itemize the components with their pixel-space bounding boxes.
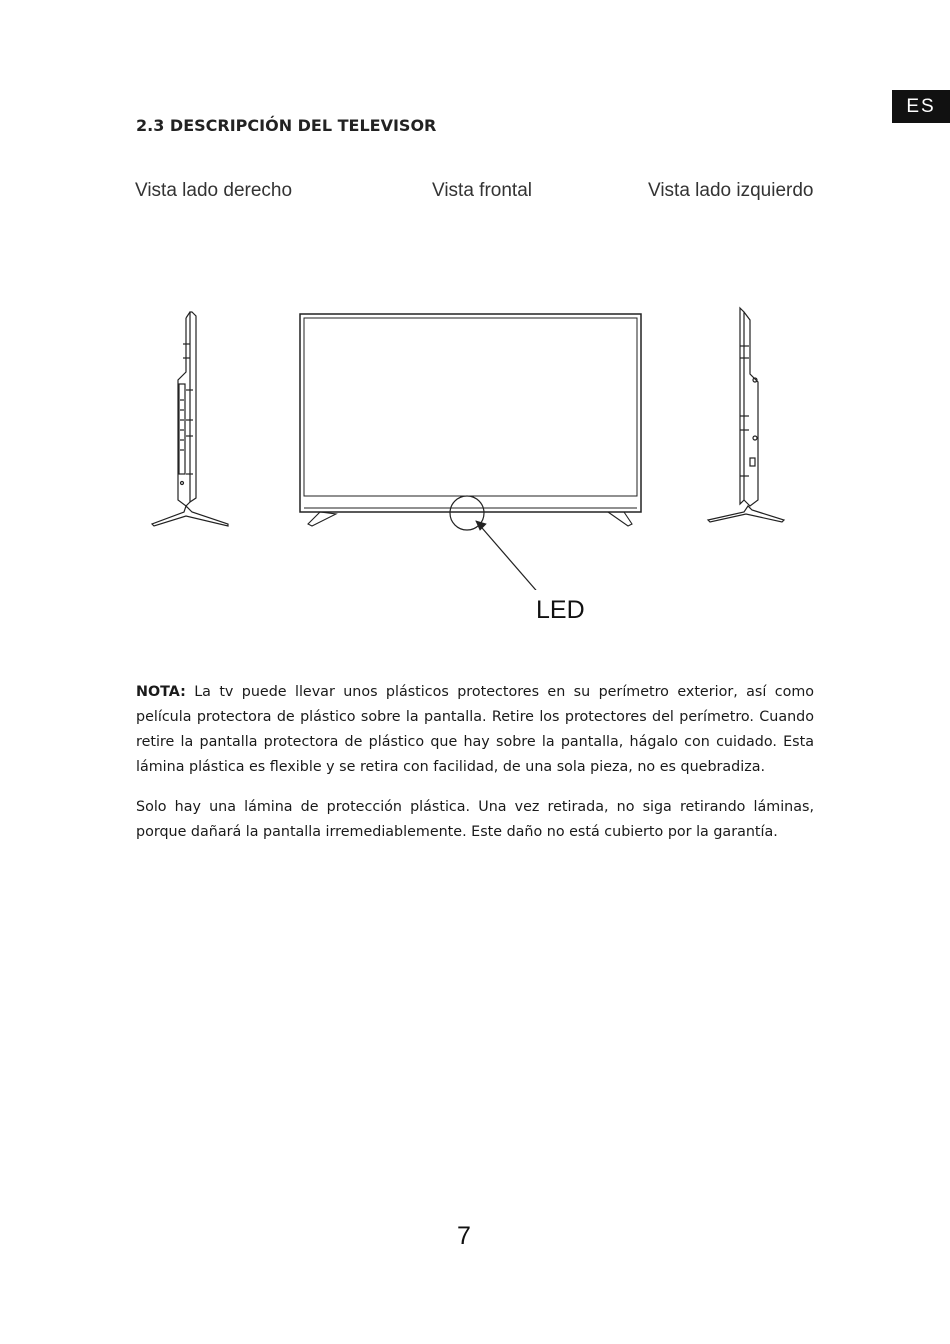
tv-left-side-illustration bbox=[708, 308, 784, 522]
section-title: 2.3 DESCRIPCIÓN DEL TELEVISOR bbox=[136, 116, 437, 135]
page-number: 7 bbox=[457, 1222, 471, 1250]
left-view-label: Vista lado izquierdo bbox=[648, 180, 814, 201]
tv-right-side-illustration bbox=[152, 312, 228, 526]
led-label: LED bbox=[536, 596, 585, 624]
language-tab: ES bbox=[892, 90, 950, 123]
note-paragraph bbox=[136, 680, 814, 780]
tv-front-illustration bbox=[300, 314, 641, 590]
led-callout-line bbox=[476, 521, 541, 590]
right-view-label: Vista lado derecho bbox=[135, 180, 293, 201]
tv-diagram bbox=[0, 290, 950, 590]
note-text: La tv puede llevar unos plásticos protectores en su perímetro exterior, así como película protectora de plástico sobre la pantalla. Retire los protectores del perímetro. Cuando retire la pantalla protectora de plástico que hay sobre la pantalla, hágalo con cuidado. Esta lámina plástica es flexible y se retira con facilidad, de una sola pieza, no es quebradiza. bbox=[136, 684, 814, 775]
note-lead: NOTA: bbox=[136, 684, 186, 700]
warning-paragraph: Solo hay una lámina de protección plástica. Una vez retirada, no siga retirando láminas, porque dañará la pantalla irremediablemente. Este daño no está cubierto por la garantía. bbox=[136, 799, 814, 840]
front-view-label: Vista frontal bbox=[432, 180, 532, 201]
